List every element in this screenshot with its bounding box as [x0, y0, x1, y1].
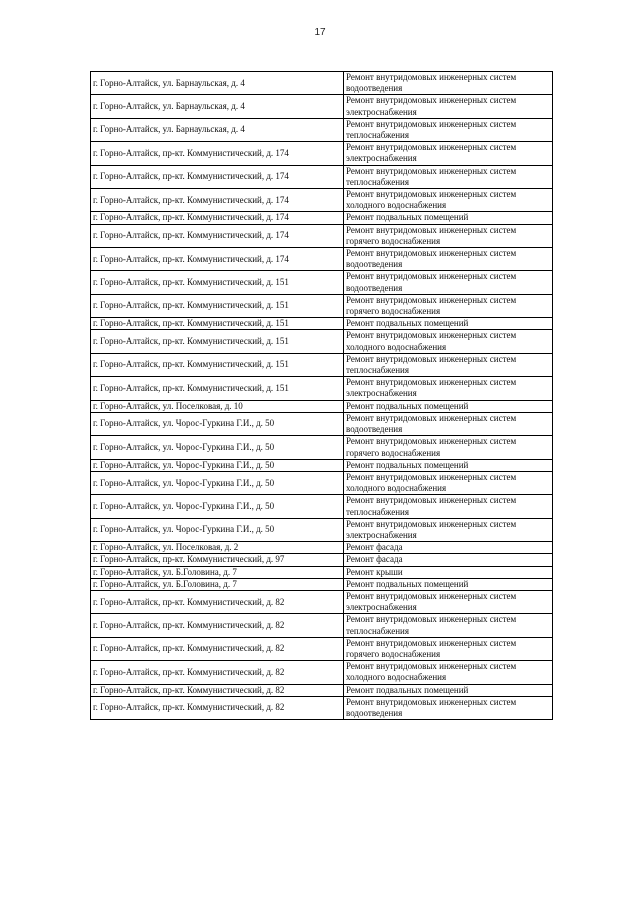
works-table-body — [91, 72, 553, 720]
works-table — [90, 71, 553, 720]
address-cell: г. Горно-Алтайск, пр-кт. Коммунистический, д. 82 — [91, 661, 344, 684]
table-row — [91, 637, 553, 660]
table-row — [91, 684, 553, 696]
work-type-cell: Ремонт внутридомовых инженерных систем теплоснабжения — [344, 165, 553, 188]
address-cell: г. Горно-Алтайск, ул. Чорос-Гуркина Г.И., д. 50 — [91, 436, 344, 459]
work-type-cell: Ремонт внутридомовых инженерных систем горячего водоснабжения — [344, 436, 553, 459]
address-cell: г. Горно-Алтайск, пр-кт. Коммунистический, д. 82 — [91, 614, 344, 637]
work-type-cell: Ремонт внутридомовых инженерных систем горячего водоснабжения — [344, 224, 553, 247]
table-row — [91, 471, 553, 494]
address-cell: г. Горно-Алтайск, ул. Б.Головина, д. 7 — [91, 578, 344, 590]
address-cell: г. Горно-Алтайск, пр-кт. Коммунистический, д. 82 — [91, 637, 344, 660]
work-type-cell: Ремонт внутридомовых инженерных систем холодного водоснабжения — [344, 471, 553, 494]
table-row — [91, 212, 553, 224]
work-type-cell: Ремонт внутридомовых инженерных систем теплоснабжения — [344, 614, 553, 637]
address-cell: г. Горно-Алтайск, ул. Поселковая, д. 2 — [91, 542, 344, 554]
address-cell: г. Горно-Алтайск, пр-кт. Коммунистический, д. 151 — [91, 271, 344, 294]
table-row — [91, 165, 553, 188]
work-type-cell: Ремонт фасада — [344, 554, 553, 566]
work-type-cell: Ремонт внутридомовых инженерных систем горячего водоснабжения — [344, 294, 553, 317]
work-type-cell: Ремонт внутридомовых инженерных систем водоотведения — [344, 412, 553, 435]
table-row — [91, 590, 553, 613]
work-type-cell: Ремонт внутридомовых инженерных систем теплоснабжения — [344, 495, 553, 518]
address-cell: г. Горно-Алтайск, ул. Барнаульская, д. 4 — [91, 72, 344, 95]
work-type-cell: Ремонт фасада — [344, 542, 553, 554]
table-row — [91, 189, 553, 212]
table-row — [91, 400, 553, 412]
address-cell: г. Горно-Алтайск, пр-кт. Коммунистический, д. 174 — [91, 142, 344, 165]
table-row — [91, 459, 553, 471]
work-type-cell: Ремонт внутридомовых инженерных систем водоотведения — [344, 72, 553, 95]
table-row — [91, 353, 553, 376]
address-cell: г. Горно-Алтайск, ул. Барнаульская, д. 4 — [91, 118, 344, 141]
address-cell: г. Горно-Алтайск, пр-кт. Коммунистический, д. 174 — [91, 224, 344, 247]
table-row — [91, 318, 553, 330]
address-cell: г. Горно-Алтайск, ул. Чорос-Гуркина Г.И., д. 50 — [91, 471, 344, 494]
work-type-cell: Ремонт внутридомовых инженерных систем холодного водоснабжения — [344, 330, 553, 353]
table-row — [91, 518, 553, 541]
address-cell: г. Горно-Алтайск, пр-кт. Коммунистический, д. 174 — [91, 248, 344, 271]
work-type-cell: Ремонт крыши — [344, 566, 553, 578]
table-row — [91, 436, 553, 459]
address-cell: г. Горно-Алтайск, ул. Барнаульская, д. 4 — [91, 95, 344, 118]
work-type-cell: Ремонт внутридомовых инженерных систем холодного водоснабжения — [344, 189, 553, 212]
address-cell: г. Горно-Алтайск, ул. Чорос-Гуркина Г.И., д. 50 — [91, 518, 344, 541]
table-row — [91, 578, 553, 590]
address-cell: г. Горно-Алтайск, пр-кт. Коммунистический, д. 174 — [91, 212, 344, 224]
table-row — [91, 142, 553, 165]
work-type-cell: Ремонт внутридомовых инженерных систем электроснабжения — [344, 590, 553, 613]
table-row — [91, 554, 553, 566]
table-row — [91, 614, 553, 637]
work-type-cell: Ремонт внутридомовых инженерных систем электроснабжения — [344, 95, 553, 118]
address-cell: г. Горно-Алтайск, пр-кт. Коммунистический, д. 174 — [91, 189, 344, 212]
work-type-cell: Ремонт внутридомовых инженерных систем водоотведения — [344, 696, 553, 719]
address-cell: г. Горно-Алтайск, пр-кт. Коммунистический, д. 174 — [91, 165, 344, 188]
table-row — [91, 377, 553, 400]
address-cell: г. Горно-Алтайск, пр-кт. Коммунистический, д. 151 — [91, 330, 344, 353]
work-type-cell: Ремонт подвальных помещений — [344, 400, 553, 412]
table-row — [91, 330, 553, 353]
table-row — [91, 696, 553, 719]
table-row — [91, 542, 553, 554]
work-type-cell: Ремонт внутридомовых инженерных систем горячего водоснабжения — [344, 637, 553, 660]
address-cell: г. Горно-Алтайск, пр-кт. Коммунистический, д. 151 — [91, 377, 344, 400]
address-cell: г. Горно-Алтайск, пр-кт. Коммунистический, д. 82 — [91, 684, 344, 696]
table-row — [91, 566, 553, 578]
work-type-cell: Ремонт подвальных помещений — [344, 684, 553, 696]
address-cell: г. Горно-Алтайск, пр-кт. Коммунистический, д. 97 — [91, 554, 344, 566]
work-type-cell: Ремонт подвальных помещений — [344, 318, 553, 330]
address-cell: г. Горно-Алтайск, пр-кт. Коммунистический, д. 82 — [91, 590, 344, 613]
work-type-cell: Ремонт подвальных помещений — [344, 459, 553, 471]
table-row — [91, 248, 553, 271]
table-row — [91, 495, 553, 518]
work-type-cell: Ремонт внутридомовых инженерных систем электроснабжения — [344, 142, 553, 165]
work-type-cell: Ремонт внутридомовых инженерных систем водоотведения — [344, 248, 553, 271]
table-row — [91, 72, 553, 95]
address-cell: г. Горно-Алтайск, пр-кт. Коммунистический, д. 151 — [91, 294, 344, 317]
work-type-cell: Ремонт подвальных помещений — [344, 578, 553, 590]
table-row — [91, 271, 553, 294]
work-type-cell: Ремонт внутридомовых инженерных систем теплоснабжения — [344, 353, 553, 376]
work-type-cell: Ремонт внутридомовых инженерных систем электроснабжения — [344, 518, 553, 541]
address-cell: г. Горно-Алтайск, ул. Чорос-Гуркина Г.И., д. 50 — [91, 495, 344, 518]
address-cell: г. Горно-Алтайск, пр-кт. Коммунистический, д. 151 — [91, 318, 344, 330]
address-cell: г. Горно-Алтайск, ул. Чорос-Гуркина Г.И., д. 50 — [91, 459, 344, 471]
table-row — [91, 412, 553, 435]
work-type-cell: Ремонт подвальных помещений — [344, 212, 553, 224]
table-row — [91, 95, 553, 118]
table-row — [91, 294, 553, 317]
work-type-cell: Ремонт внутридомовых инженерных систем электроснабжения — [344, 377, 553, 400]
work-type-cell: Ремонт внутридомовых инженерных систем водоотведения — [344, 271, 553, 294]
address-cell: г. Горно-Алтайск, пр-кт. Коммунистический, д. 151 — [91, 353, 344, 376]
address-cell: г. Горно-Алтайск, ул. Б.Головина, д. 7 — [91, 566, 344, 578]
page-number: 17 — [314, 27, 326, 38]
work-type-cell: Ремонт внутридомовых инженерных систем теплоснабжения — [344, 118, 553, 141]
address-cell: г. Горно-Алтайск, пр-кт. Коммунистический, д. 82 — [91, 696, 344, 719]
table-row — [91, 224, 553, 247]
table-row — [91, 661, 553, 684]
work-type-cell: Ремонт внутридомовых инженерных систем холодного водоснабжения — [344, 661, 553, 684]
table-row — [91, 118, 553, 141]
address-cell: г. Горно-Алтайск, ул. Чорос-Гуркина Г.И., д. 50 — [91, 412, 344, 435]
address-cell: г. Горно-Алтайск, ул. Поселковая, д. 10 — [91, 400, 344, 412]
